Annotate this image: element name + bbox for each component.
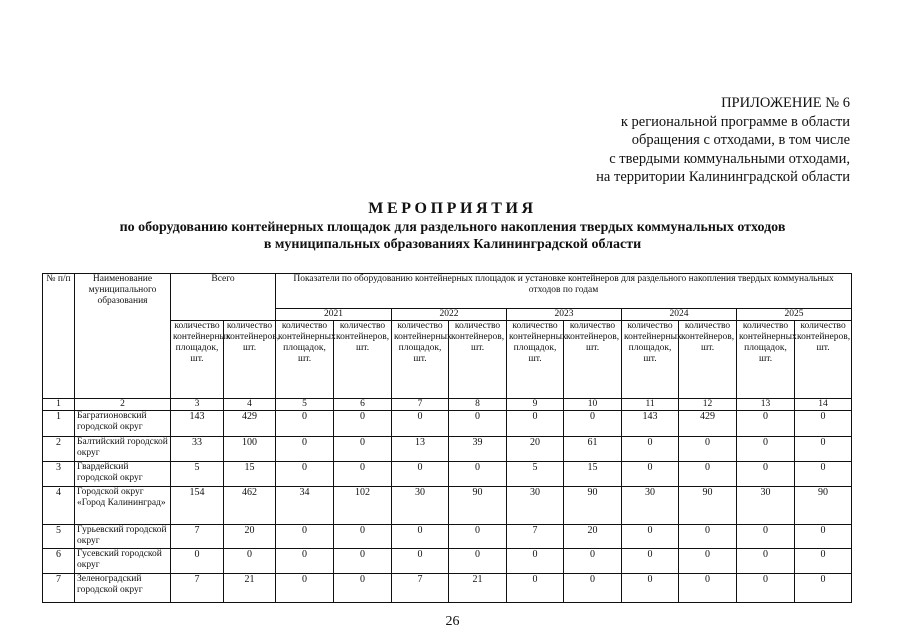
value-cell: 0 xyxy=(334,549,392,574)
value-cell: 0 xyxy=(171,549,224,574)
value-cell: 102 xyxy=(334,487,392,525)
table-row xyxy=(43,487,852,525)
value-cell: 0 xyxy=(737,525,795,549)
subheader-containers: количество контейнеров, шт. xyxy=(564,321,622,399)
value-cell: 0 xyxy=(449,462,507,487)
column-number: 6 xyxy=(334,399,392,411)
value-cell: 30 xyxy=(392,487,449,525)
value-cell: 21 xyxy=(449,574,507,603)
value-cell: 0 xyxy=(737,574,795,603)
value-cell: 0 xyxy=(276,462,334,487)
row-number: 5 xyxy=(43,525,75,549)
header-year: 2022 xyxy=(392,309,507,321)
subheader-sites: количество контейнерных площадок, шт. xyxy=(276,321,334,399)
column-number: 8 xyxy=(449,399,507,411)
document-subtitle xyxy=(0,219,905,253)
column-number: 4 xyxy=(224,399,276,411)
row-number: 3 xyxy=(43,462,75,487)
value-cell: 90 xyxy=(679,487,737,525)
appendix-line: с твердыми коммунальными отходами, xyxy=(609,150,850,167)
value-cell: 0 xyxy=(276,437,334,462)
header-year: 2025 xyxy=(737,309,852,321)
value-cell: 0 xyxy=(737,462,795,487)
value-cell: 0 xyxy=(392,411,449,437)
value-cell: 34 xyxy=(276,487,334,525)
row-number: 6 xyxy=(43,549,75,574)
header-year: 2024 xyxy=(622,309,737,321)
column-number: 14 xyxy=(795,399,852,411)
row-number: 1 xyxy=(43,411,75,437)
value-cell: 0 xyxy=(679,462,737,487)
column-number: 3 xyxy=(171,399,224,411)
header-indicators: Показатели по оборудованию контейнерных площадок и установке контейнеров для раздельного накопления твердых коммунальных отходов по годам xyxy=(276,274,852,309)
column-number: 2 xyxy=(75,399,171,411)
measures-table xyxy=(42,273,852,603)
value-cell: 0 xyxy=(795,574,852,603)
row-number: 4 xyxy=(43,487,75,525)
value-cell: 0 xyxy=(276,574,334,603)
header-year: 2021 xyxy=(276,309,392,321)
table-row xyxy=(43,525,852,549)
value-cell: 61 xyxy=(564,437,622,462)
value-cell: 0 xyxy=(334,462,392,487)
municipality-name: Гусевский городской округ xyxy=(75,549,171,574)
value-cell: 5 xyxy=(507,462,564,487)
value-cell: 0 xyxy=(564,549,622,574)
value-cell: 90 xyxy=(795,487,852,525)
column-number: 11 xyxy=(622,399,679,411)
value-cell: 0 xyxy=(334,411,392,437)
header-year: 2023 xyxy=(507,309,622,321)
value-cell: 429 xyxy=(679,411,737,437)
value-cell: 462 xyxy=(224,487,276,525)
value-cell: 0 xyxy=(334,437,392,462)
value-cell: 15 xyxy=(564,462,622,487)
document-title: МЕРОПРИЯТИЯ xyxy=(368,200,537,217)
value-cell: 100 xyxy=(224,437,276,462)
value-cell: 429 xyxy=(224,411,276,437)
value-cell: 0 xyxy=(507,574,564,603)
value-cell: 30 xyxy=(622,487,679,525)
column-number: 10 xyxy=(564,399,622,411)
value-cell: 0 xyxy=(737,549,795,574)
municipality-name: Зеленоградский городской округ xyxy=(75,574,171,603)
subtitle-line: по оборудованию контейнерных площадок для раздельного накопления твердых коммунальных отходов xyxy=(119,220,786,235)
value-cell: 33 xyxy=(171,437,224,462)
value-cell: 7 xyxy=(392,574,449,603)
column-number: 1 xyxy=(43,399,75,411)
value-cell: 0 xyxy=(622,525,679,549)
value-cell: 21 xyxy=(224,574,276,603)
subtitle-line: в муниципальных образованиях Калининградской области xyxy=(263,237,642,252)
table-row xyxy=(43,549,852,574)
value-cell: 0 xyxy=(622,437,679,462)
value-cell: 0 xyxy=(334,574,392,603)
value-cell: 7 xyxy=(507,525,564,549)
subheader-sites: количество контейнерных площадок, шт. xyxy=(622,321,679,399)
value-cell: 0 xyxy=(737,437,795,462)
appendix-line: ПРИЛОЖЕНИЕ № 6 xyxy=(721,95,850,111)
value-cell: 0 xyxy=(622,574,679,603)
subheader-containers: количество контейнеров, шт. xyxy=(795,321,852,399)
table-row xyxy=(43,462,852,487)
municipality-name: Багратионовский городской округ xyxy=(75,411,171,437)
value-cell: 0 xyxy=(334,525,392,549)
value-cell: 20 xyxy=(564,525,622,549)
value-cell: 30 xyxy=(737,487,795,525)
page-number: 26 xyxy=(445,614,460,629)
value-cell: 0 xyxy=(449,525,507,549)
value-cell: 0 xyxy=(507,549,564,574)
value-cell: 0 xyxy=(679,574,737,603)
appendix-header xyxy=(596,94,850,187)
row-number: 7 xyxy=(43,574,75,603)
value-cell: 0 xyxy=(622,462,679,487)
column-number: 7 xyxy=(392,399,449,411)
table-row xyxy=(43,574,852,603)
value-cell: 30 xyxy=(507,487,564,525)
value-cell: 0 xyxy=(224,549,276,574)
value-cell: 0 xyxy=(449,411,507,437)
value-cell: 7 xyxy=(171,574,224,603)
value-cell: 39 xyxy=(449,437,507,462)
value-cell: 13 xyxy=(392,437,449,462)
municipality-name: Балтийский городской округ xyxy=(75,437,171,462)
value-cell: 0 xyxy=(392,525,449,549)
value-cell: 0 xyxy=(795,437,852,462)
appendix-line: обращения с отходами, в том числе xyxy=(631,132,850,148)
municipality-name: Гвардейский городской округ xyxy=(75,462,171,487)
value-cell: 143 xyxy=(622,411,679,437)
table-row xyxy=(43,437,852,462)
value-cell: 0 xyxy=(276,525,334,549)
appendix-line: на территории Калининградской области xyxy=(596,169,850,185)
value-cell: 0 xyxy=(392,462,449,487)
value-cell: 7 xyxy=(171,525,224,549)
value-cell: 0 xyxy=(795,462,852,487)
value-cell: 0 xyxy=(564,574,622,603)
header-no: № п/п xyxy=(43,274,75,399)
subheader-sites: количество контейнерных площадок, шт. xyxy=(392,321,449,399)
subheader-containers: количество контейнеров, шт. xyxy=(679,321,737,399)
value-cell: 0 xyxy=(276,549,334,574)
column-number: 13 xyxy=(737,399,795,411)
column-number: 5 xyxy=(276,399,334,411)
subheader-containers: количество контейнеров, шт. xyxy=(224,321,276,399)
subheader-containers: количество контейнеров, шт. xyxy=(334,321,392,399)
subheader-sites: количество контейнерных площадок, шт. xyxy=(171,321,224,399)
table-row xyxy=(43,411,852,437)
value-cell: 0 xyxy=(737,411,795,437)
value-cell: 0 xyxy=(622,549,679,574)
row-number: 2 xyxy=(43,437,75,462)
value-cell: 15 xyxy=(224,462,276,487)
value-cell: 0 xyxy=(276,411,334,437)
column-numbers-row xyxy=(43,399,852,411)
value-cell: 0 xyxy=(564,411,622,437)
value-cell: 20 xyxy=(224,525,276,549)
value-cell: 0 xyxy=(392,549,449,574)
value-cell: 0 xyxy=(795,549,852,574)
value-cell: 90 xyxy=(449,487,507,525)
subheader-containers: количество контейнеров, шт. xyxy=(449,321,507,399)
column-number: 12 xyxy=(679,399,737,411)
value-cell: 0 xyxy=(679,549,737,574)
value-cell: 0 xyxy=(795,411,852,437)
municipality-name: Городской округ «Город Калининград» xyxy=(75,487,171,525)
value-cell: 20 xyxy=(507,437,564,462)
value-cell: 0 xyxy=(679,525,737,549)
value-cell: 0 xyxy=(449,549,507,574)
subheader-sites: количество контейнерных площадок, шт. xyxy=(507,321,564,399)
header-total: Всего xyxy=(171,274,276,321)
column-number: 9 xyxy=(507,399,564,411)
value-cell: 143 xyxy=(171,411,224,437)
value-cell: 154 xyxy=(171,487,224,525)
value-cell: 0 xyxy=(795,525,852,549)
value-cell: 0 xyxy=(507,411,564,437)
appendix-line: к региональной программе в области xyxy=(620,113,850,130)
header-name: Наименование муниципального образования xyxy=(75,274,171,399)
subheader-sites: количество контейнерных площадок, шт. xyxy=(737,321,795,399)
value-cell: 90 xyxy=(564,487,622,525)
value-cell: 5 xyxy=(171,462,224,487)
municipality-name: Гурьевский городской округ xyxy=(75,525,171,549)
value-cell: 0 xyxy=(679,437,737,462)
